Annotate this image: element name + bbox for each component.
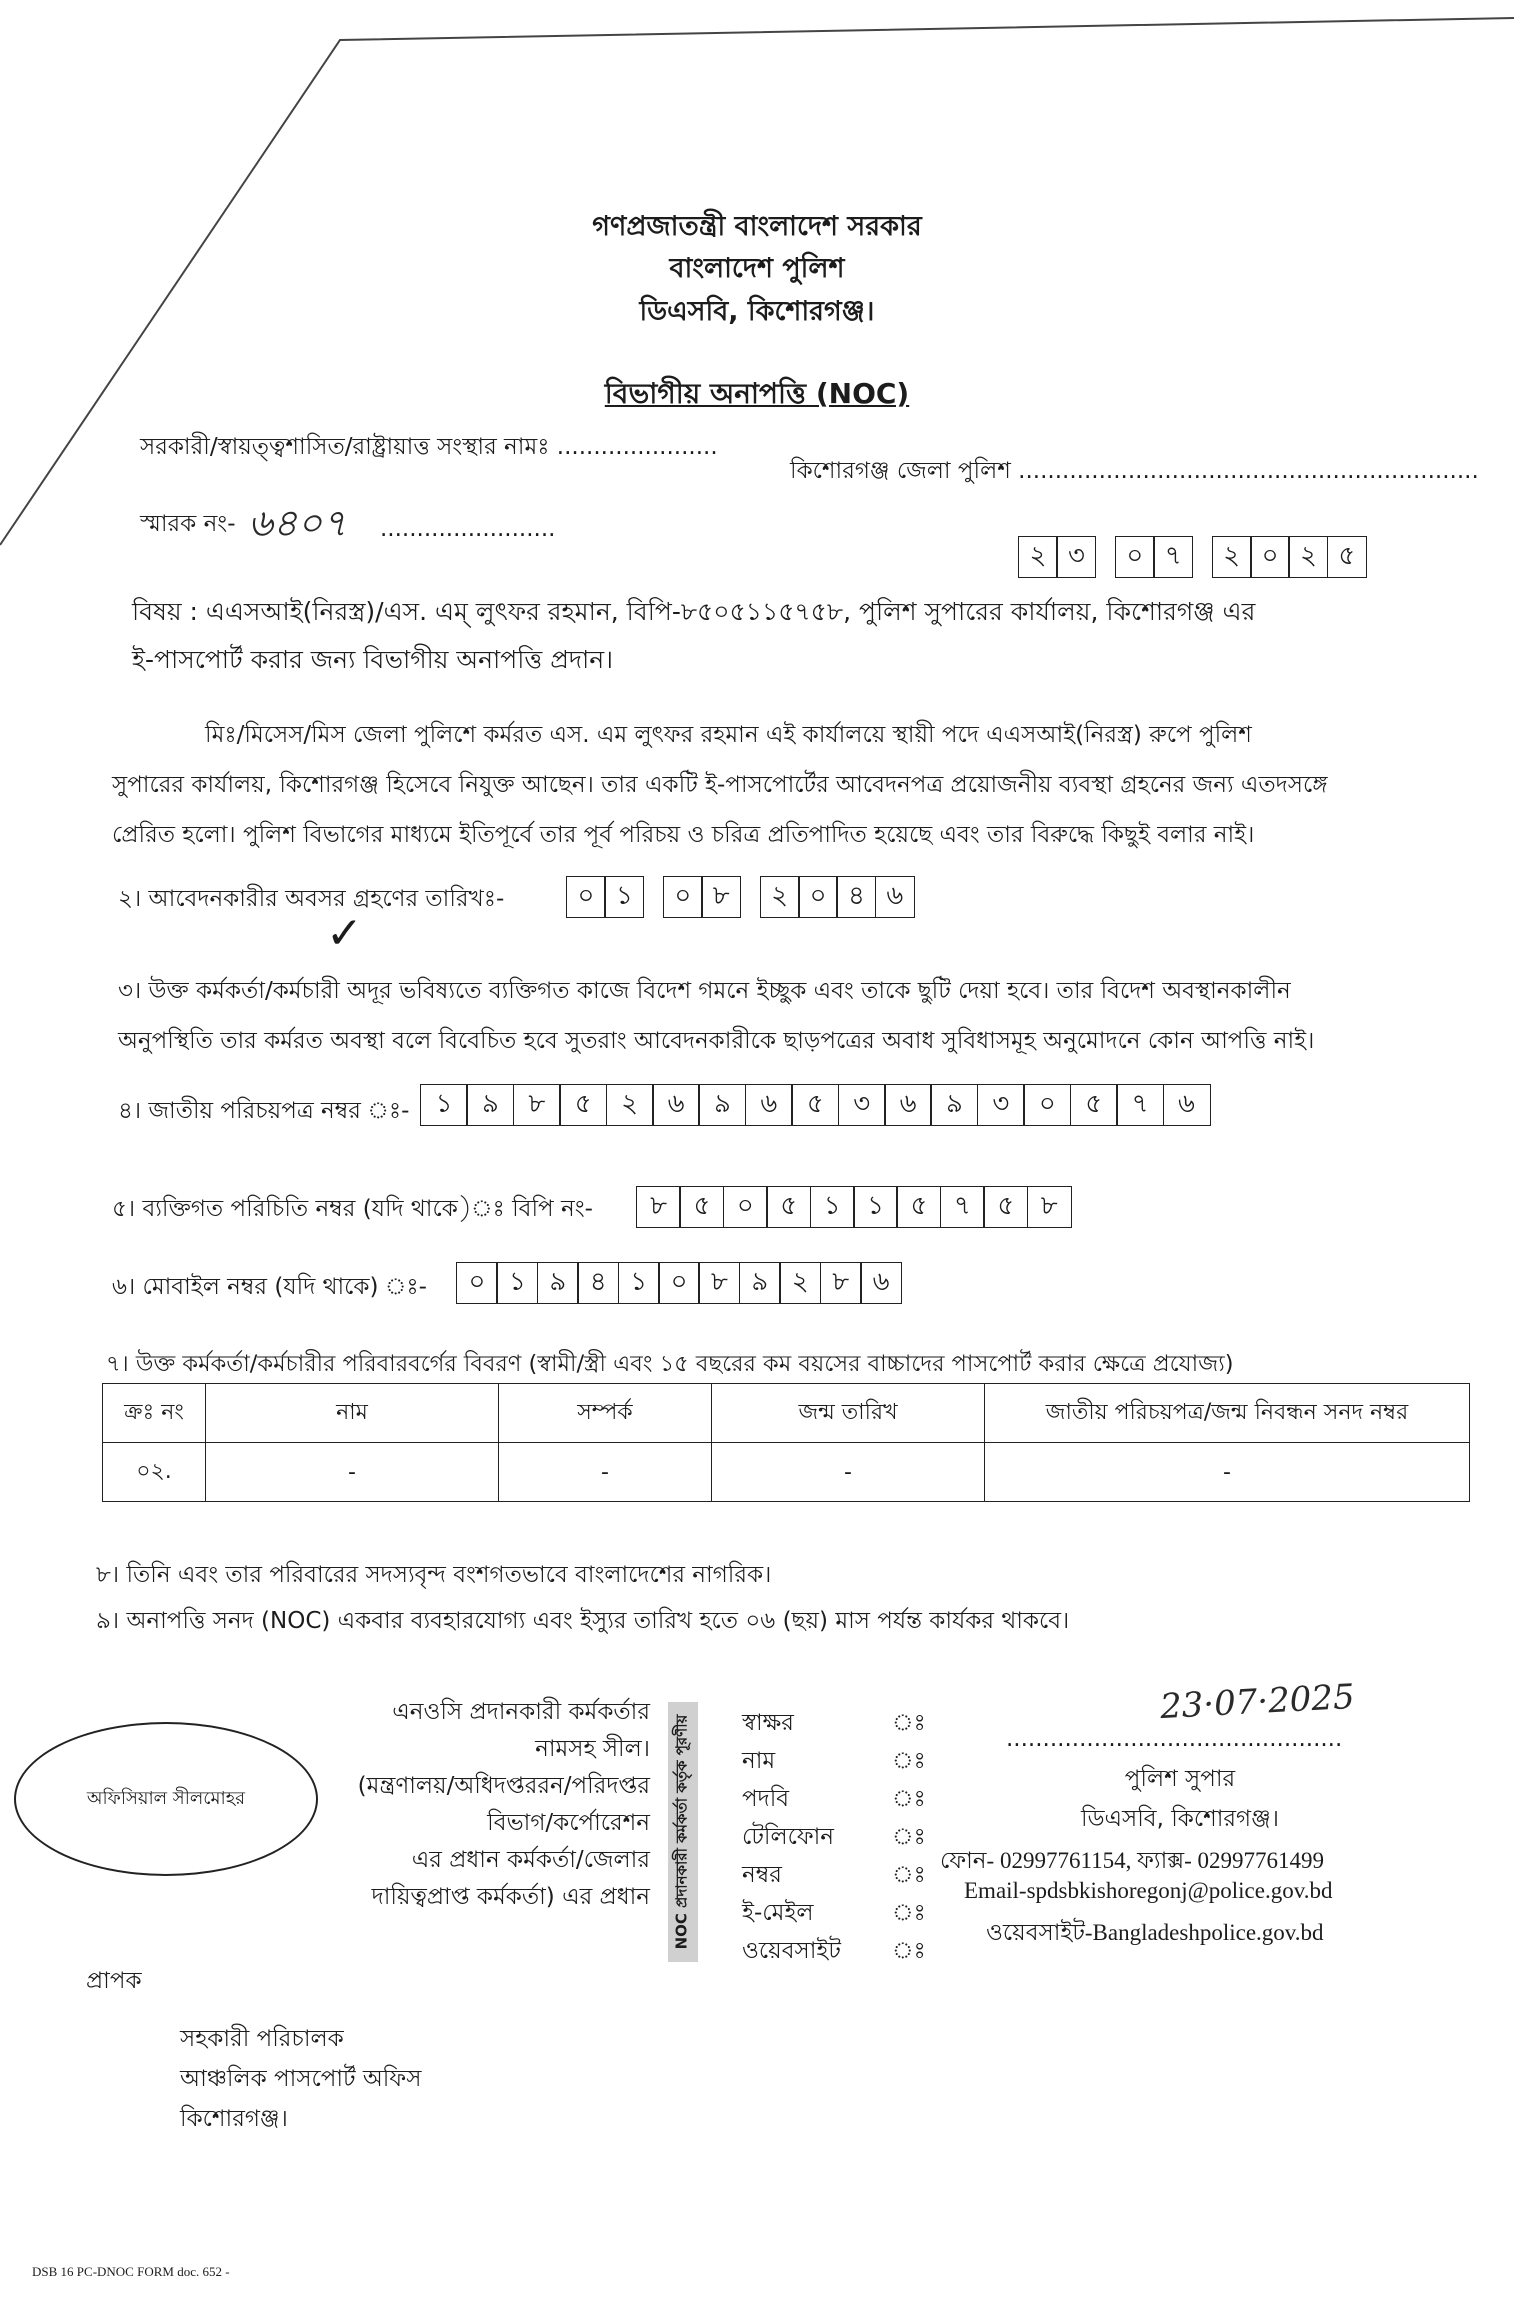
- seal-label: অফিসিয়াল সীলমোহর: [86, 1787, 246, 1809]
- digit-box: ৬: [860, 1262, 902, 1304]
- digit-box: ৭: [1116, 1084, 1164, 1126]
- subject-line-2: ই-পাসপোর্ট করার জন্য বিভাগীয় অনাপত্তি প্রদান।: [132, 645, 614, 674]
- retire-day-1: ০: [566, 876, 606, 918]
- digit-box: ৯: [698, 1084, 746, 1126]
- retirement-label: ২। আবেদনকারীর অবসর গ্রহণের তারিখঃ-: [118, 886, 505, 912]
- para1-line-1: মিঃ/মিসেস/মিস জেলা পুলিশে কর্মরত এস. এম লুৎফর রহমান এই কার্যালয়ে স্থায়ী পদে এএসআই(নিরস্ত্র) রুপে পুলিশ: [205, 722, 1252, 748]
- recipient-line-3: কিশোরগঞ্জ।: [180, 2106, 288, 2132]
- retirement-date-boxes: [566, 876, 913, 918]
- digit-box: ৯: [930, 1084, 978, 1126]
- col-nid-birthreg: জাতীয় পরিচয়পত্র/জন্ম নিবন্ধন সনদ নম্বর: [985, 1384, 1470, 1443]
- issuer-line-2: নামসহ সীল।: [535, 1736, 650, 1762]
- signature-dots: ..............................................: [1006, 1726, 1343, 1752]
- contact-email: Email-spdsbkishoregonj@police.gov.bd: [964, 1878, 1333, 1903]
- digit-box: ৮: [698, 1262, 740, 1304]
- colon: ঃ: [892, 1862, 926, 1888]
- digit-box: ৮: [513, 1084, 561, 1126]
- recipient-line-2: আঞ্চলিক পাসপোর্ট অফিস: [180, 2066, 422, 2092]
- digit-box: ৫: [1070, 1084, 1118, 1126]
- noc-vertical-label: NOC প্রদানকারী কর্মকর্তা কর্তৃক পূরণীয়: [668, 1702, 698, 1962]
- footer-form-code: DSB 16 PC-DNOC FORM doc. 652 -: [32, 2264, 230, 2279]
- date-boxes: [1018, 536, 1365, 578]
- contact-website: ওয়েবসাইট-Bangladeshpolice.gov.bd: [986, 1920, 1324, 1945]
- row-name: -: [206, 1443, 499, 1502]
- retire-month-1: ০: [663, 876, 703, 918]
- retire-year-4: ৬: [875, 876, 915, 918]
- retire-year-1: ২: [760, 876, 800, 918]
- digit-box: ০: [658, 1262, 700, 1304]
- digit-box: ২: [779, 1262, 821, 1304]
- field-telephone: টেলিফোন: [742, 1824, 835, 1850]
- para3-line-2: অনুপস্থিতি তার কর্মরত অবস্থা বলে বিবেচিত হবে সুতরাং আবেদনকারীকে ছাড়পত্রের অবাধ সুবিধাসমূহ অনুমোদনে কোন আপত্তি নাই।: [118, 1028, 1315, 1054]
- digit-box: ৭: [940, 1186, 985, 1228]
- retire-year-3: ৪: [836, 876, 876, 918]
- para1-line-2: সুপারের কার্যালয়, কিশোরগঞ্জ হিসেবে নিযুক্ত আছেন। তার একটি ই-পাসপোর্টের আবেদনপত্র প্রয়োজনীয় ব্যবস্থা গ্রহনের জন্য এতদসঙ্গে: [112, 772, 1328, 798]
- contact-phone: ফোন- 02997761154, ফ্যাক্স- 02997761499: [940, 1848, 1325, 1873]
- document-title: বিভাগীয় অনাপত্তি (NOC): [604, 377, 910, 410]
- col-birthdate: জন্ম তারিখ: [712, 1384, 985, 1443]
- para1-line-3: প্রেরিত হলো। পুলিশ বিভাগের মাধ্যমে ইতিপূর্বে তার পূর্ব পরিচয় ও চরিত্র প্রতিপাদিত হয়েছে এবং তার বিরুদ্ধে কিছুই বলার নাই।: [112, 822, 1255, 848]
- signature-title: পুলিশ সুপার: [1124, 1766, 1236, 1792]
- field-email: ই-মেইল: [742, 1900, 814, 1926]
- row-relation: -: [499, 1443, 712, 1502]
- retire-year-2: ০: [798, 876, 838, 918]
- family-table: [102, 1383, 1470, 1502]
- memo-number: ৬৪০৭: [248, 501, 347, 545]
- digit-box: ১: [810, 1186, 855, 1228]
- recipient-label: প্রাপক: [86, 1968, 142, 1994]
- issuer-line-6: দায়িত্বপ্রাপ্ত কর্মকর্তা) এর প্রধান: [371, 1884, 650, 1910]
- digit-box: ৬: [745, 1084, 793, 1126]
- digit-box: ৯: [739, 1262, 781, 1304]
- org-label: সরকারী/স্বায়ত্ত্বশাসিত/রাষ্ট্রায়াত্ত সংস্থার নামঃ ......................: [140, 434, 718, 460]
- colon: ঃ: [892, 1786, 926, 1812]
- field-number: নম্বর: [742, 1862, 782, 1888]
- nid-digit-boxes: [420, 1084, 1209, 1126]
- handwritten-signature-date: 23·07·2025: [1159, 1676, 1356, 1728]
- digit-box: ৪: [577, 1262, 619, 1304]
- digit-box: ১: [618, 1262, 660, 1304]
- field-signature: স্বাক্ষর: [742, 1710, 794, 1736]
- mobile-label: ৬। মোবাইল নম্বর (যদি থাকে) ঃ-: [112, 1274, 427, 1300]
- digit-box: ১: [496, 1262, 538, 1304]
- issuer-line-5: এর প্রধান কর্মকর্তা/জেলার: [411, 1847, 650, 1873]
- issuer-line-4: বিভাগ/কর্পোরেশন: [487, 1810, 650, 1836]
- para3-line-1: ৩। উক্ত কর্মকর্তা/কর্মচারী অদূর ভবিষ্যতে ব্যক্তিগত কাজে বিদেশ গমনে ইচ্ছুক এবং তাকে ছুটি দেয়া হবে। তার বিদেশ অবস্থানকালীন: [118, 978, 1291, 1004]
- row-serial: ০২.: [103, 1443, 206, 1502]
- digit-box: ৩: [838, 1084, 886, 1126]
- date-year-4: ৫: [1327, 536, 1367, 578]
- retire-month-2: ৮: [701, 876, 741, 918]
- digit-box: ৫: [679, 1186, 724, 1228]
- date-month-2: ৭: [1153, 536, 1193, 578]
- digit-box: ৬: [652, 1084, 700, 1126]
- colon: ঃ: [892, 1824, 926, 1850]
- field-name: নাম: [742, 1748, 776, 1774]
- digit-box: ১: [853, 1186, 898, 1228]
- digit-box: ১: [420, 1084, 468, 1126]
- digit-box: ৮: [820, 1262, 862, 1304]
- header-government: গণপ্রজাতন্ত্রী বাংলাদেশ সরকার: [592, 211, 922, 242]
- col-serial: ক্রঃ নং: [103, 1384, 206, 1443]
- col-name: নাম: [206, 1384, 499, 1443]
- digit-box: ৫: [983, 1186, 1028, 1228]
- issuer-line-1: এনওসি প্রদানকারী কর্মকর্তার: [392, 1699, 650, 1725]
- mobile-digit-boxes: [456, 1262, 900, 1304]
- bp-label: ৫। ব্যক্তিগত পরিচিতি নম্বর (যদি থাকে)ঃ বিপি নং-: [112, 1196, 593, 1222]
- signature-office: ডিএসবি, কিশোরগঞ্জ।: [1081, 1806, 1279, 1832]
- issuer-fields: [742, 1704, 841, 1970]
- tick-mark: ✓: [326, 908, 363, 959]
- digit-box: ৫: [896, 1186, 941, 1228]
- digit-box: ৫: [766, 1186, 811, 1228]
- digit-box: ০: [723, 1186, 768, 1228]
- colon: ঃ: [892, 1900, 926, 1926]
- digit-box: ০: [1023, 1084, 1071, 1126]
- date-year-1: ২: [1212, 536, 1252, 578]
- digit-box: ২: [606, 1084, 654, 1126]
- colon: ঃ: [892, 1748, 926, 1774]
- digit-box: ৫: [559, 1084, 607, 1126]
- date-year-3: ২: [1288, 536, 1328, 578]
- nid-label: ৪। জাতীয় পরিচয়পত্র নম্বর ঃ-: [118, 1098, 410, 1124]
- row-birthdate: -: [712, 1443, 985, 1502]
- table-row: [103, 1443, 1470, 1502]
- digit-box: ৫: [791, 1084, 839, 1126]
- digit-box: ৬: [884, 1084, 932, 1126]
- field-website: ওয়েবসাইট: [742, 1938, 841, 1964]
- date-day-2: ৩: [1056, 536, 1096, 578]
- date-year-2: ০: [1250, 536, 1290, 578]
- digit-box: ৯: [537, 1262, 579, 1304]
- digit-box: ০: [456, 1262, 498, 1304]
- row-nid: -: [985, 1443, 1470, 1502]
- colon: ঃ: [892, 1938, 926, 1964]
- recipient-line-1: সহকারী পরিচালক: [180, 2026, 344, 2052]
- issuer-description: [330, 1694, 650, 1916]
- retire-day-2: ১: [604, 876, 644, 918]
- official-seal-oval: [14, 1722, 318, 1876]
- memo-label: স্মারক নং-: [140, 511, 236, 537]
- subject-line-1: বিষয় : এএসআই(নিরস্ত্র)/এস. এম্ লুৎফর রহমান, বিপি-৮৫০৫১১৫৭৫৮, পুলিশ সুপারের কার্যালয়, কিশোরগঞ্জ এর: [132, 597, 1256, 626]
- field-designation: পদবি: [742, 1786, 790, 1812]
- issuer-line-3: (মন্ত্রণালয়/অধিদপ্তররন/পরিদপ্তর: [357, 1773, 650, 1799]
- para8: ৮। তিনি এবং তার পরিবারের সদস্যবৃন্দ বংশগতভাবে বাংলাদেশের নাগরিক।: [96, 1562, 772, 1588]
- header-office: ডিএসবি, কিশোরগঞ্জ।: [639, 296, 875, 327]
- family-table-header: [103, 1384, 1470, 1443]
- header-police: বাংলাদেশ পুলিশ: [669, 253, 845, 284]
- bp-digit-boxes: [636, 1186, 1070, 1228]
- digit-box: ৮: [1027, 1186, 1072, 1228]
- org-value: কিশোরগঞ্জ জেলা পুলিশ ...............................................................: [790, 458, 1479, 484]
- family-label: ৭। উক্ত কর্মকর্তা/কর্মচারীর পরিবারবর্গের বিবরণ (স্বামী/স্ত্রী এবং ১৫ বছরের কম বয়সের বাচ্চাদের পাসপোর্ট করার ক্ষেত্রে প্রযোজ্য): [106, 1351, 1234, 1377]
- date-day-1: ২: [1018, 536, 1058, 578]
- para9: ৯। অনাপত্তি সনদ (NOC) একবার ব্যবহারযোগ্য এবং ইস্যুর তারিখ হতে ০৬ (ছয়) মাস পর্যন্ত কার্যকর থাকবে।: [96, 1608, 1070, 1634]
- issuer-colons: [892, 1704, 926, 1970]
- memo-dots: ........................: [380, 516, 556, 542]
- digit-box: ৮: [636, 1186, 681, 1228]
- digit-box: ৯: [466, 1084, 514, 1126]
- col-relation: সম্পর্ক: [499, 1384, 712, 1443]
- date-month-1: ০: [1115, 536, 1155, 578]
- digit-box: ৩: [977, 1084, 1025, 1126]
- digit-box: ৬: [1163, 1084, 1211, 1126]
- colon: ঃ: [892, 1710, 926, 1736]
